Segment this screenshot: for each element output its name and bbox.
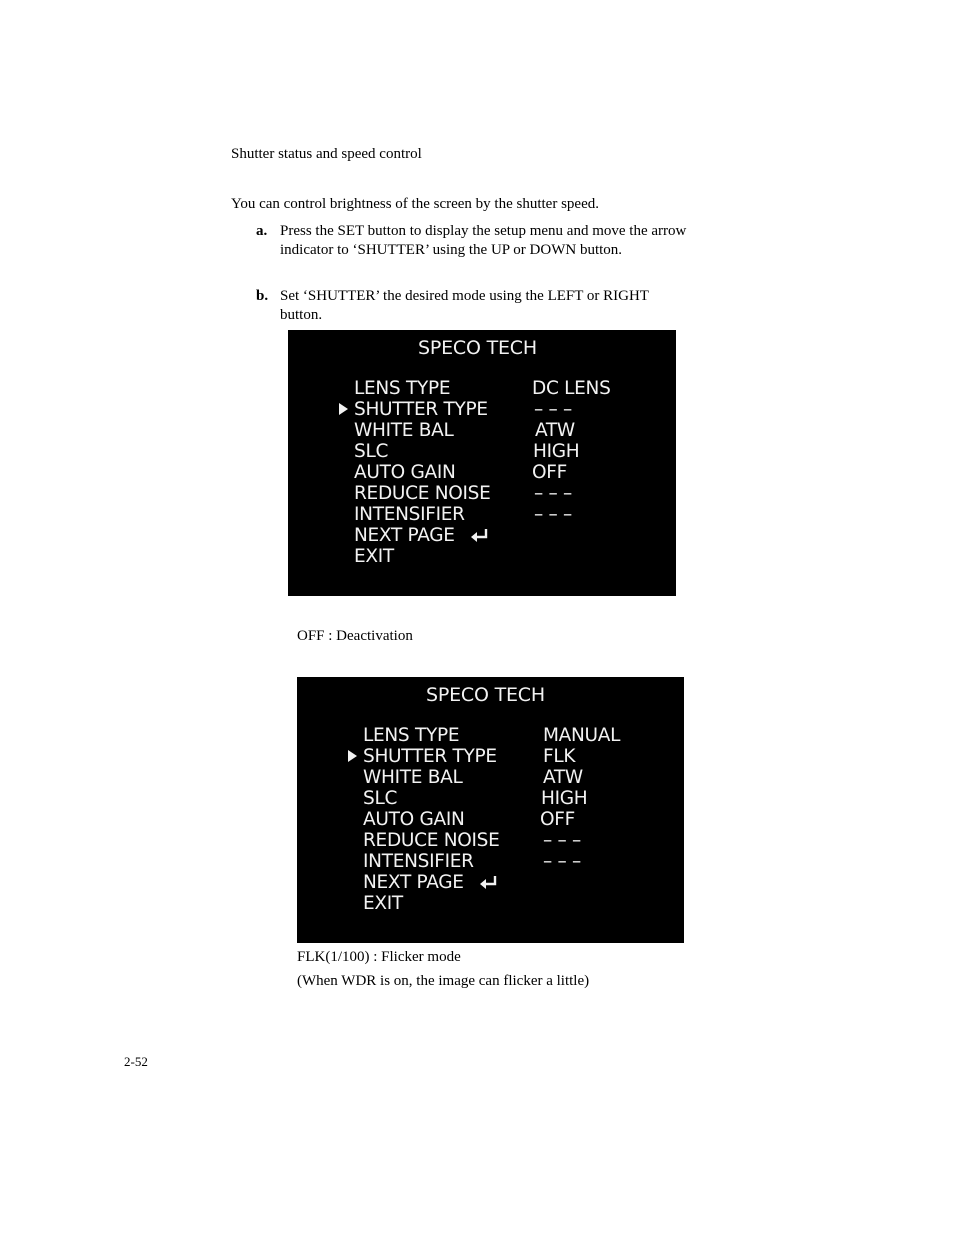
- osd-row-exit: [297, 893, 684, 914]
- intro-text: You can control brightness of the screen by the shutter speed.: [231, 196, 599, 212]
- enter-return-icon: [470, 528, 490, 543]
- step-text: Set ‘SHUTTER’ the desired mode using the LEFT or RIGHT button.: [280, 288, 649, 323]
- caption-flk: FLK(1/100) : Flicker mode: [297, 949, 461, 965]
- osd-label: SHUTTER TYPE: [363, 746, 497, 767]
- osd-title: SPECO TECH: [418, 337, 537, 359]
- osd-value: MANUAL: [543, 725, 621, 746]
- osd-label: INTENSIFIER: [363, 851, 474, 872]
- page-number: 2-52: [124, 1054, 148, 1069]
- selection-arrow-icon: [339, 403, 348, 415]
- osd-value: OFF: [540, 809, 575, 830]
- osd-label: SLC: [354, 441, 389, 462]
- osd-value: DC LENS: [532, 378, 611, 399]
- osd-row-next-page: [297, 872, 684, 893]
- caption-flk-note: (When WDR is on, the image can flicker a little): [297, 973, 590, 989]
- osd-value: ATW: [543, 767, 583, 788]
- osd-value: FLK: [543, 746, 576, 767]
- osd-label: LENS TYPE: [363, 725, 460, 746]
- osd-label: WHITE BAL: [363, 767, 463, 788]
- osd-label: NEXT PAGE: [363, 872, 464, 893]
- osd-label: REDUCE NOISE: [363, 830, 500, 851]
- osd-label: SLC: [363, 788, 398, 809]
- osd-row-shutter-type: [288, 399, 676, 420]
- osd-row-white-bal: [297, 767, 684, 788]
- osd-label: EXIT: [354, 546, 394, 567]
- osd-value: – – –: [534, 483, 573, 504]
- osd-row-slc: [288, 441, 676, 462]
- osd-value: – – –: [534, 399, 573, 420]
- osd-row-reduce-noise: [297, 830, 684, 851]
- osd-value: – – –: [534, 504, 573, 525]
- step-marker: a.: [256, 223, 268, 239]
- osd-row-auto-gain: [288, 462, 676, 483]
- osd-value: HIGH: [533, 441, 580, 462]
- osd-row-intensifier: [297, 851, 684, 872]
- osd-title: SPECO TECH: [426, 684, 545, 706]
- osd-label: LENS TYPE: [354, 378, 451, 399]
- osd-label: EXIT: [363, 893, 403, 914]
- osd-label: SHUTTER TYPE: [354, 399, 488, 420]
- osd-label: AUTO GAIN: [354, 462, 456, 483]
- osd-value: OFF: [532, 462, 567, 483]
- step-text: Press the SET button to display the setup menu and move the arrow indicator to ‘SHUTTER’ using the UP or DOWN button.: [280, 223, 687, 258]
- osd-row-auto-gain: [297, 809, 684, 830]
- osd-label: INTENSIFIER: [354, 504, 465, 525]
- osd-menu-screen-2: [297, 677, 684, 943]
- osd-label: REDUCE NOISE: [354, 483, 491, 504]
- osd-row-shutter-type: [297, 746, 684, 767]
- osd-value: – – –: [543, 830, 582, 851]
- osd-row-lens-type: [288, 378, 676, 399]
- section-title: Shutter status and speed control: [231, 146, 422, 162]
- enter-return-icon: [479, 875, 499, 890]
- osd-row-white-bal: [288, 420, 676, 441]
- osd-value: HIGH: [541, 788, 588, 809]
- step-marker: b.: [256, 288, 269, 304]
- osd-label: NEXT PAGE: [354, 525, 455, 546]
- osd-row-exit: [288, 546, 676, 567]
- caption-off: OFF : Deactivation: [297, 628, 413, 644]
- osd-label: WHITE BAL: [354, 420, 454, 441]
- osd-row-lens-type: [297, 725, 684, 746]
- osd-row-intensifier: [288, 504, 676, 525]
- osd-row-reduce-noise: [288, 483, 676, 504]
- osd-row-slc: [297, 788, 684, 809]
- osd-value: – – –: [543, 851, 582, 872]
- osd-value: ATW: [535, 420, 575, 441]
- osd-menu-screen-1: [288, 330, 676, 596]
- osd-label: AUTO GAIN: [363, 809, 465, 830]
- osd-row-next-page: [288, 525, 676, 546]
- selection-arrow-icon: [348, 750, 357, 762]
